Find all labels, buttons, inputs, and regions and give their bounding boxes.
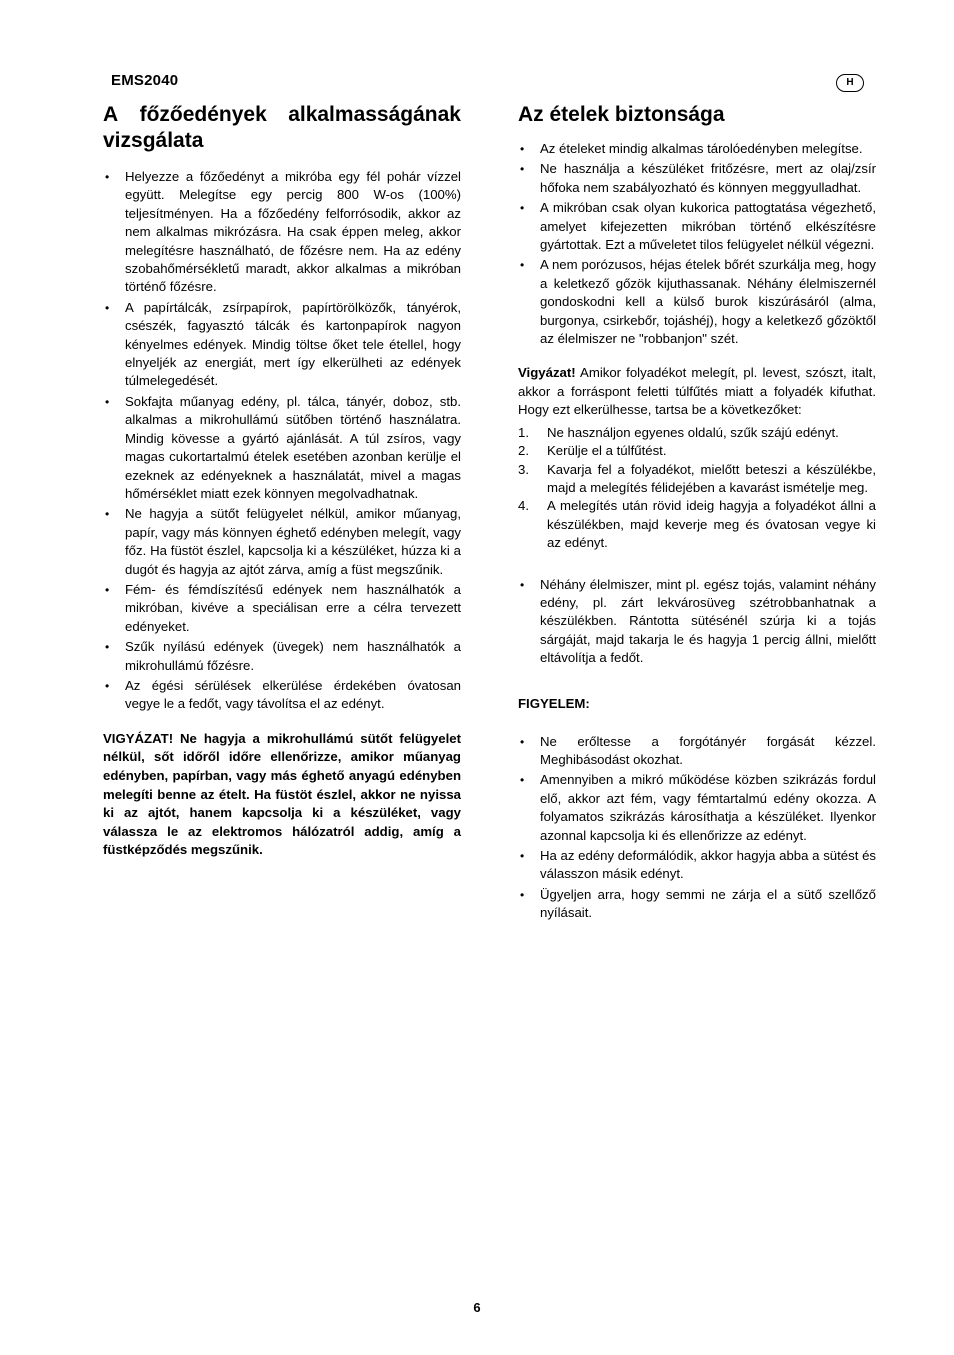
list-item: • Ügyeljen arra, hogy semmi ne zárja el a sütő szellőző nyílásait. (518, 886, 876, 923)
list-item: • A nem porózusos, héjas ételek bőrét szurkálja meg, hogy a keletkező gőzök kijuthassanak. Néhány élelmiszernél gondoskodni kell a külső burok kiszúrásáról (alma, burgonya, csirkebőr, tojáshéj), hogy a keletkező gőzöktől az élelmiszer ne "robbanjon" szét. (518, 256, 876, 348)
list-item: • Az égési sérülések elkerülése érdekében óvatosan vegye le a fedőt, vagy távolítsa el az edényt. (103, 677, 461, 714)
list-item: • Ne használja a készüléket fritőzésre, mert az olaj/zsír hőfoka nem szabályozható és könnyen meggyulladhat. (518, 160, 876, 197)
step-text: Kavarja fel a folyadékot, mielőtt beteszi a készülékbe, majd a melegítés félidejében a kavarást ismételje meg. (547, 461, 876, 495)
list-item: • Ne hagyja a sütőt felügyelet nélkül, amikor műanyag, papír, vagy más könnyen éghető edényben melegít, vagy főz. Ha füstöt észlel, kapcsolja ki a készüléket, húzza ki a dugót és hagyja az ajtót zárva, amíg a füst megszűnik. (103, 505, 461, 579)
step-item (518, 461, 876, 498)
step-number: 3. (518, 461, 529, 477)
list-item: • Az ételeket mindig alkalmas tárolóedényben melegítse. (518, 140, 876, 158)
liquid-warning-note (518, 364, 876, 419)
list-item: • A mikróban csak olyan kukorica pattogtatása végezhető, amelyet kifejezetten mikróban történő elkészítésre gyártottak. Ezt a műveletet tilos felügyelet nélkül végezni. (518, 199, 876, 254)
step-item (518, 442, 876, 460)
step-item (518, 497, 876, 552)
left-column (103, 102, 461, 860)
model-number: EMS2040 (111, 72, 179, 89)
step-number: 4. (518, 498, 529, 514)
warning-paragraph: VIGYÁZAT! Ne hagyja a mikrohullámú sütőt felügyelet nélkül, sőt időről időre ellenőrizze, amikor műanyag edényben, papírban, vagy más éghető anyagú edényben melegíti benne az ételt. Ha füstöt észlel, akkor ne nyissa ki az ajtót, hanem kapcsolja ki a készüléket, vagy válassza le az elektromos hálózatról addig, amíg a füstképződés megszűnik. (103, 730, 461, 858)
step-number: 1. (518, 424, 529, 440)
section-title-food-safety: Az ételek biztonsága (518, 103, 725, 126)
section-title-cookware-test (103, 102, 461, 154)
food-safety-list (518, 140, 876, 348)
note-text: Amikor folyadékot melegít, pl. levest, szószt, italt, akkor a forráspont feletti túlfűtés miatt a folyadék kifuthat. Hogy ezt elkerülhesse, tartsa be a következőket: (518, 365, 876, 418)
step-text: Kerülje el a túlfűtést. (547, 443, 667, 459)
list-item: • Ne erőltesse a forgótányér forgását kézzel. Meghibásodást okozhat. (518, 733, 876, 770)
title-line2: vizsgálata (103, 129, 204, 152)
cookware-list (103, 168, 461, 714)
note-label: Vigyázat! (518, 365, 576, 381)
page-number: 6 (473, 1300, 481, 1315)
step-text: A melegítés után rövid ideig hagyja a folyadékot állni a készülékben, majd keverje meg és óvatosan vegye ki az edényt. (547, 498, 876, 551)
list-item: • Szűk nyílású edények (üvegek) nem használhatók a mikrohullámú főzésre. (103, 638, 461, 675)
list-item: • Fém- és fémdíszítésű edények nem használhatók a mikróban, kivéve a speciálisan erre a célra tervezett edényeket. (103, 581, 461, 636)
title-word: A (103, 103, 119, 126)
list-item: • A papírtálcák, zsírpapírok, papírtörölközők, tányérok, csészék, fagyasztó tálcák és kartonpapírok nagyon kényelmes edények. Mindig töltse őket tele étellel, hogy elnyeljék az energiát, mert így elkerülheti az edények túlmelegedését. (103, 299, 461, 391)
step-text: Ne használjon egyenes oldalú, szűk szájú edényt. (547, 424, 839, 440)
step-number: 2. (518, 443, 529, 459)
figyelem-heading: FIGYELEM: (518, 695, 590, 711)
list-item: • Amennyiben a mikró működése közben szikrázás fordul elő, akkor azt fém, vagy fémtartalmú edény okozza. A folyamatos szikrázás károsíthatja a készüléket. Ilyenkor azonnal kapcsolja ki és ellenőrizze az edényt. (518, 771, 876, 845)
list-item: • Néhány élelmiszer, mint pl. egész tojás, valamint néhány edény, pl. zárt lekvárosüveg szétrobbanhatnak a készülékben. Rántotta sütésénél szúrja ki a tojás sárgáját, majd takarja le és hagyja 1 percig állni, mielőtt eltávolítja a fedőt. (518, 576, 876, 668)
right-column (518, 102, 876, 925)
title-word: alkalmasságának (288, 103, 461, 126)
figyelem-list (518, 733, 876, 923)
liquid-steps-list (518, 424, 876, 553)
list-item: • Ha az edény deformálódik, akkor hagyja abba a sütést és válasszon másik edényt. (518, 847, 876, 884)
egg-warning-list (518, 576, 876, 668)
title-word: főzőedények (139, 103, 267, 126)
list-item: • Helyezze a főzőedényt a mikróba egy fél pohár vízzel együtt. Melegítse egy percig 800 W-os (100%) teljesítményen. Ha a főzőedény felforrósodik, akkor az nem alkalmas mikrózásra. Ha csak éppen meleg, akkor melegítésre használható, de főzésre nem. Ha az edény szobahőmérsékletű maradt, akkor alkalmas a mikróban történő főzésre. (103, 168, 461, 297)
language-badge: H (836, 74, 864, 92)
step-item (518, 424, 876, 442)
list-item: • Sokfajta műanyag edény, pl. tálca, tányér, doboz, stb. alkalmas a mikrohullámú sütőben történő használatra. Mindig kövesse a gyártó ajánlását. A túl zsíros, vagy magas cukortartalmú ételek esetében azonban kerülje el ezeknek az edényeknek a használatát, mivel a magas hőmérséklet miatt ezek könnyen megolvadhatnak. (103, 393, 461, 503)
